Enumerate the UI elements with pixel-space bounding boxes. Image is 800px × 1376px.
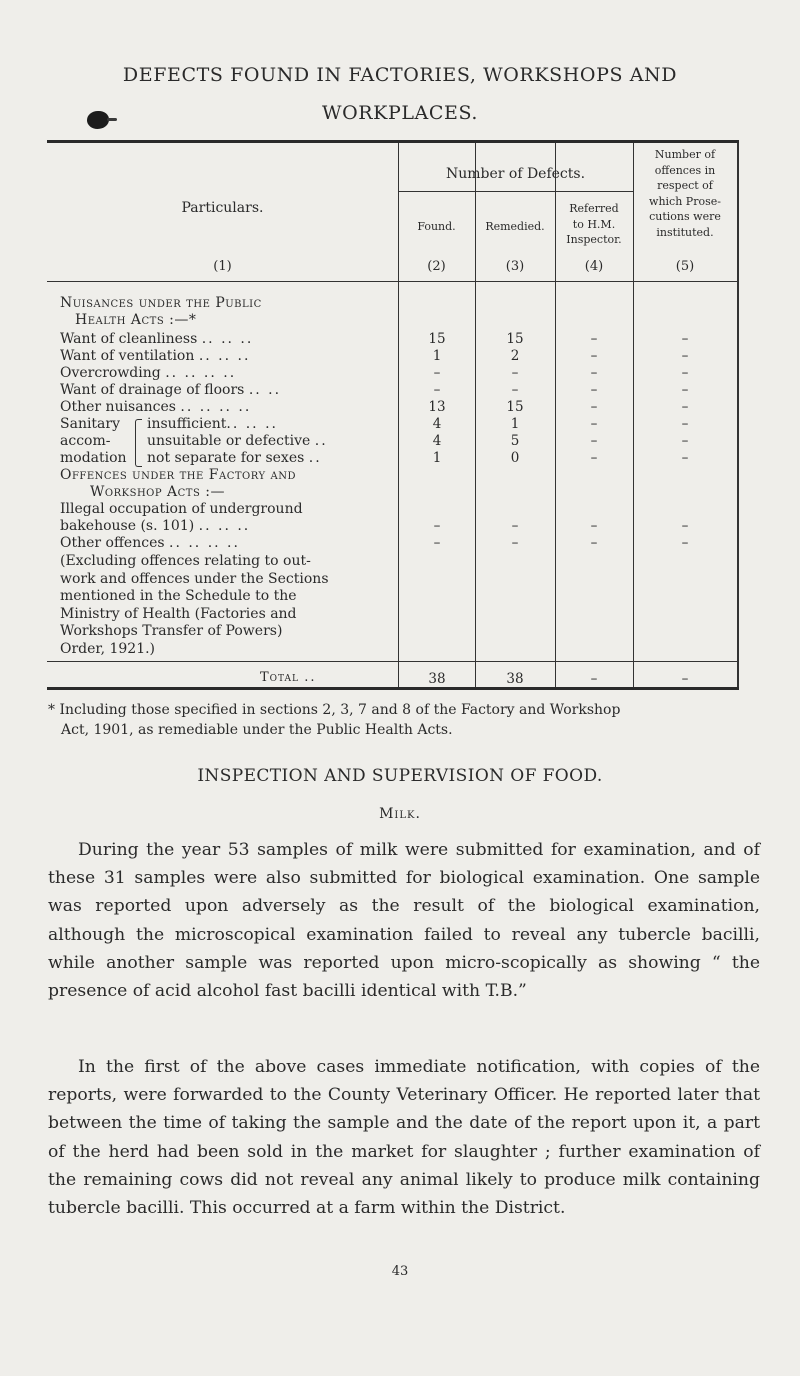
row-label-text: bakehouse (s. 101) (60, 518, 195, 534)
excluding-line: mentioned in the Schedule to the (60, 588, 297, 604)
defects-table (47, 140, 739, 690)
table-row-label: not separate for sexes .. (147, 450, 322, 466)
column-number-3: (3) (505, 259, 525, 274)
cell-found: 4 (432, 416, 442, 432)
total-rule (47, 661, 739, 662)
header-offences-line: respect of (657, 179, 713, 192)
paragraph-1: During the year 53 samples of milk were submitted for examination, and of these 31 samples were also submitted for biological examination. One sample was reported upon adversely as the result of the biological examination, although the microscopical examination failed to reveal any tubercle bacilli, while another sample was reported upon micro-scopically as showing “ the presence of acid alcohol fast bacilli identical with T.B.” (48, 840, 760, 1002)
header-referred-line: Referred (569, 202, 619, 215)
column-number-5: (5) (675, 259, 695, 274)
table-row-label: Want of cleanliness .. .. .. (60, 331, 254, 347)
cell-remedied: – (511, 382, 519, 398)
cell-referred: – (590, 365, 598, 381)
header-offences (633, 147, 737, 240)
header-referred-line: Inspector. (566, 233, 622, 246)
cell-offences: – (681, 535, 689, 551)
cell-referred: – (590, 382, 598, 398)
row-label-text: Want of drainage of floors (60, 382, 245, 398)
footnote-line: * Including those specified in sections 2, 3, 7 and 8 of the Factory and Workshop (48, 702, 621, 718)
column-number-4: (4) (584, 259, 604, 274)
defects-group-rule (398, 191, 633, 192)
row-label-text: Want of ventilation (60, 348, 195, 364)
cell-found: 13 (428, 399, 446, 415)
header-particulars: Particulars. (181, 200, 264, 216)
cell-offences: – (681, 450, 689, 466)
total-remedied: 38 (506, 671, 524, 687)
row-label-text: Want of cleanliness (60, 331, 198, 347)
header-remedied: Remedied. (485, 220, 545, 233)
cell-remedied: 5 (510, 433, 520, 449)
sanitary-group-label (60, 416, 127, 467)
header-offences-line: which Prose- (649, 194, 721, 208)
sanitary-group-line: Sanitary (60, 416, 121, 432)
cell-offences: – (681, 399, 689, 415)
cell-offences: – (681, 518, 689, 534)
cell-remedied: – (511, 535, 519, 551)
table-row-label: Want of ventilation .. .. .. (60, 348, 251, 364)
excluding-line: Order, 1921.) (60, 640, 156, 657)
table-right-edge (737, 143, 739, 687)
offences-heading-line: Workshop Acts :— (90, 484, 225, 500)
header-offences-line: instituted. (656, 225, 714, 239)
table-row-label: Other offences .. .. .. .. (60, 535, 240, 551)
excluding-line: work and offences under the Sections (60, 570, 329, 587)
cell-offences: – (681, 382, 689, 398)
header-referred (555, 201, 633, 248)
column-number-1: (1) (213, 259, 232, 274)
cell-found: – (433, 535, 441, 551)
cell-offences: – (681, 416, 689, 432)
total-label-text: Total (260, 670, 300, 685)
row-label-text: not separate for sexes (147, 450, 305, 466)
header-referred-line: to H.M. (572, 217, 616, 231)
section-title: INSPECTION AND SUPERVISION OF FOOD. (197, 766, 603, 786)
column-number-2: (2) (427, 259, 446, 274)
cell-remedied: 1 (510, 416, 520, 432)
table-row-label: Overcrowding .. .. .. .. (60, 365, 237, 381)
total-referred: – (590, 671, 598, 687)
table-row-label: Illegal occupation of underground bakehouse (s. 101) .. .. .. (60, 501, 303, 534)
footnote-line: Act, 1901, as remediable under the Public Health Acts. (61, 722, 453, 738)
header-rule (47, 281, 739, 282)
sanitary-brace (135, 419, 142, 467)
total-label: Total .. (260, 670, 317, 685)
cell-found: 4 (432, 433, 442, 449)
cell-referred: – (590, 399, 598, 415)
cell-offences: – (681, 348, 689, 364)
title-line-1: DEFECTS FOUND IN FACTORIES, WORKSHOPS AND (122, 64, 678, 86)
cell-referred: – (590, 433, 598, 449)
nuisances-heading-line: Nuisances under the Public (60, 295, 262, 311)
row-label-text: insufficient (147, 416, 227, 432)
cell-found: – (433, 365, 441, 381)
row-label-text: Other nuisances (60, 399, 176, 415)
offences-heading (60, 467, 296, 501)
row-label-text: unsuitable or defective (147, 433, 311, 449)
row-label-text: Illegal occupation of underground (60, 501, 303, 517)
header-number-of-defects: Number of Defects. (445, 166, 586, 182)
cell-referred: – (590, 450, 598, 466)
cell-found: – (433, 382, 441, 398)
cell-remedied: 0 (510, 450, 520, 466)
page-number: 43 (391, 1264, 409, 1279)
table-row-label: Want of drainage of floors .. .. (60, 382, 282, 398)
row-label-text: Overcrowding (60, 365, 161, 381)
excluding-line: Workshops Transfer of Powers) (60, 623, 283, 639)
cell-found: – (433, 518, 441, 534)
cell-referred: – (590, 518, 598, 534)
cell-referred: – (590, 331, 598, 347)
excluding-line: Ministry of Health (Factories and (60, 605, 297, 622)
header-offences-line: Number of (654, 148, 716, 161)
cell-remedied: 15 (506, 399, 524, 415)
sanitary-group-line: modation (60, 450, 127, 466)
total-found: 38 (428, 671, 446, 687)
row-label-text: Other offences (60, 535, 165, 551)
title-line-2: WORKPLACES. (321, 102, 479, 124)
cell-found: 1 (432, 348, 442, 364)
table-row-label: unsuitable or defective .. (147, 433, 328, 449)
total-offences: – (681, 671, 689, 687)
excluding-line: (Excluding offences relating to out- (60, 553, 311, 569)
subsection-title: Milk. (379, 806, 421, 822)
footnote (48, 700, 758, 740)
cell-remedied: – (511, 365, 519, 381)
page-title (40, 56, 760, 132)
offences-heading-line: Offences under the Factory and (60, 467, 296, 483)
cell-remedied: 2 (510, 348, 520, 364)
cell-offences: – (681, 331, 689, 347)
table-row-label: insufficient.. .. .. (147, 416, 278, 432)
excluding-note (60, 553, 329, 658)
cell-found: 15 (428, 331, 446, 347)
header-offences-line: cutions were (649, 210, 721, 223)
sanitary-group-line: accom- (60, 433, 111, 449)
cell-offences: – (681, 365, 689, 381)
paragraph-2: In the first of the above cases immediate notification, with copies of the reports, were forwarded to the County Veterinary Officer. He reported later that between the time of taking the sample and the date of the report upon it, a part of the herd had been sold in the market for slaughter ; further examination of the remaining cows did not reveal any animal likely to produce milk containing tubercle bacilli. This occurred at a farm within the District. (48, 1057, 760, 1219)
cell-remedied: 15 (506, 331, 524, 347)
cell-referred: – (590, 348, 598, 364)
header-found: Found. (417, 220, 456, 233)
cell-offences: – (681, 433, 689, 449)
header-offences-line: offences in (654, 163, 716, 177)
cell-found: 1 (432, 450, 442, 466)
table-row-label: Other nuisances .. .. .. .. (60, 399, 252, 415)
cell-referred: – (590, 535, 598, 551)
cell-referred: – (590, 416, 598, 432)
cell-remedied: – (511, 518, 519, 534)
nuisances-heading (60, 295, 262, 329)
nuisances-heading-line: Health Acts :—* (75, 312, 197, 328)
